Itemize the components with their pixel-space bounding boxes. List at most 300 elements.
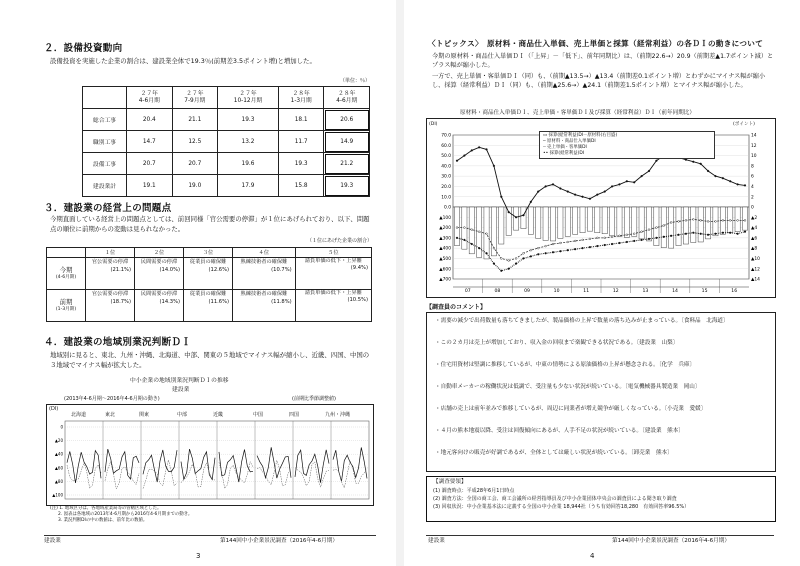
capex-col-header: ２７年 7-9月期 — [172, 87, 218, 109]
series-point — [611, 236, 613, 238]
series-point — [500, 196, 502, 198]
series-point — [596, 237, 598, 239]
issues-previous-period: (1-3月期) — [55, 306, 77, 312]
series-point — [463, 227, 465, 229]
capex-cell: 20.4 — [127, 109, 173, 131]
comment-item: ・４月の熊本地震以降、受注は回復傾向にあるが、人手不足の状況が続いている。〔建設業 熊本〕 — [435, 428, 684, 434]
series-point — [611, 186, 613, 188]
series-point — [530, 255, 532, 257]
y-tick-left: 30.0 — [441, 174, 451, 180]
legend-label: 採算(経常利益)DI－原材料(右目盛) — [548, 133, 618, 138]
series-point — [611, 243, 613, 245]
series-point — [508, 268, 510, 270]
difference-bar — [609, 207, 614, 236]
series-point — [574, 248, 576, 250]
issue-item: 官公需要の停滞 — [91, 259, 129, 265]
series-point — [604, 244, 606, 246]
region-trace — [333, 447, 367, 481]
issue-pct: (14.3%) — [159, 299, 181, 305]
y-tick: ▲60 — [54, 465, 63, 471]
series-point — [626, 241, 628, 243]
region-chart-unit: (前期比季節調整値) — [292, 396, 336, 402]
series-point — [486, 233, 488, 235]
table-row — [47, 258, 372, 290]
capex-corner — [83, 87, 127, 109]
series-point — [670, 222, 672, 224]
series-point — [486, 252, 488, 254]
capex-col-header: ２８年 1-3月期 — [278, 87, 324, 109]
y-tick-left: ▲600 — [439, 267, 451, 273]
x-year-label: 07 — [464, 289, 471, 294]
y-tick-left: ▲300 — [439, 236, 451, 242]
issues-table — [46, 247, 372, 322]
issues-rank-header: ４位 — [233, 248, 296, 258]
series-point — [626, 234, 628, 236]
series-point — [589, 238, 591, 240]
capex-cell: 15.8 — [278, 175, 324, 197]
capex-cell: 13.2 — [218, 131, 279, 153]
capex-cell: 18.1 — [278, 109, 324, 131]
series-point — [715, 221, 717, 223]
series-point — [486, 149, 488, 151]
section4-title: ４．建設業の地域別業況判断ＤＩ — [44, 337, 192, 348]
series-point — [729, 232, 731, 234]
region-chart-ylabel: (DI) — [49, 406, 59, 412]
series-point — [567, 191, 569, 193]
issue-pct: (14.0%) — [159, 267, 181, 273]
x-year-label: 14 — [672, 289, 678, 294]
region-trace-secondary — [67, 463, 101, 489]
capex-cell-current: 19.3 — [324, 175, 370, 197]
capex-row-label: 職別工事 — [83, 131, 127, 153]
series-point — [737, 219, 739, 221]
issues-rank-header: ３位 — [184, 248, 233, 258]
difference-bar — [543, 207, 548, 240]
series-point — [700, 219, 702, 221]
difference-bar — [499, 207, 504, 244]
capex-col-header: ２８年 4-6月期 — [324, 87, 370, 109]
series-point — [530, 249, 532, 251]
issue-item: 従業員の確保難 — [189, 259, 227, 265]
section4-body: 地域別に見ると、東北、九州・沖縄、北海道、中部、関東の５地域でマイナス幅が縮小し、近畿、四国、中国の３地域でマイナス幅が拡大した。 — [50, 351, 370, 369]
capex-cell-current: 20.6 — [324, 109, 370, 131]
series-point — [663, 236, 665, 238]
x-year-label: 08 — [494, 289, 501, 294]
issues-rank-header: １位 — [86, 248, 135, 258]
region-chart-range: (2013年4-6月期～2016年4-6月期の動き) — [64, 396, 160, 402]
y-tick-left: 40.0 — [441, 164, 451, 170]
difference-bar — [587, 207, 592, 231]
table-row — [83, 131, 370, 153]
series-point — [552, 183, 554, 185]
issue-item: 官公需要の停滞 — [91, 291, 129, 297]
issue-pct: (10.7%) — [271, 267, 292, 273]
series-point — [471, 150, 473, 152]
issue-pct: (21.1%) — [110, 267, 132, 273]
y-tick-left: 20.0 — [441, 185, 451, 191]
y-tick-right: 6 — [751, 174, 754, 180]
page-gutter — [396, 0, 404, 566]
region-trace-secondary — [181, 463, 215, 487]
issues-cell — [295, 290, 371, 322]
series-point — [574, 240, 576, 242]
series-point — [737, 183, 739, 185]
series-point — [722, 219, 724, 221]
capex-cell-current: 21.2 — [324, 153, 370, 175]
page-right — [404, 0, 800, 566]
series-point — [559, 188, 561, 190]
series-point — [626, 180, 628, 182]
series-point — [678, 221, 680, 223]
issues-cell — [184, 290, 233, 322]
series-point — [493, 165, 495, 167]
legend-label: 売上単価・客単価DI — [547, 145, 587, 150]
region-label: 北海道 — [71, 412, 87, 418]
series-point — [471, 243, 473, 245]
di-chart-ylabel-left: (DI) — [429, 122, 438, 127]
series-point — [633, 240, 635, 242]
y-tick-right: ▲12 — [751, 267, 760, 273]
series-point — [670, 235, 672, 237]
series-point — [493, 263, 495, 265]
section3-body: 今期直面している経営上の問題点としては、前回同様「官公需要の停滞」が１位にあげられており、以下、問題点の順位に前期からの変動は見られなかった。 — [50, 215, 370, 233]
series-point — [729, 180, 731, 182]
series-point — [574, 194, 576, 196]
issues-cell — [86, 258, 135, 290]
issue-item: 請負単価の低下・上昇難 — [304, 290, 362, 296]
issues-previous-label: 前期 — [59, 297, 73, 306]
series-point — [596, 194, 598, 196]
survey-line: (2) 調査方法：全国の商工会、商工会議所の経営指導員及び中小企業団体中央会の調査員による聞き取り調査 — [433, 496, 677, 502]
series-point — [471, 229, 473, 231]
issues-current-period: (4-6月期) — [55, 274, 77, 280]
series-point — [715, 233, 717, 235]
series-point — [500, 270, 502, 272]
issue-item: 請負単価の低下・上昇難 — [304, 258, 362, 264]
capex-cell: 19.6 — [218, 153, 279, 175]
comments-title: 【調査員のコメント】 — [426, 304, 487, 311]
series-point — [685, 233, 687, 235]
issues-rank-header: ５位 — [295, 248, 371, 258]
region-trace-secondary — [143, 460, 177, 489]
y-tick-right: 8 — [751, 164, 754, 170]
comment-item: ・自動車メーカーの稼働状況は低調で、受注量も少ない状況が続いている。〔電気機械器具製造業 岡山〕 — [435, 384, 701, 390]
survey-line: (3) 回収状況：中小企業基本法に定義する全国の中小企業 18,944社（うち有効回答18,280 有効回答率96.5%） — [433, 504, 690, 510]
series-point — [456, 227, 458, 229]
footer-right-label: 建設業 — [428, 538, 445, 544]
x-year-label: 12 — [612, 289, 619, 294]
issues-rank-header: ２位 — [135, 248, 184, 258]
capex-cell: 20.7 — [127, 153, 173, 175]
capex-col-header: ２７年 4-6月期 — [127, 87, 173, 109]
series-point — [641, 239, 643, 241]
region-label: 四国 — [289, 412, 300, 418]
series-point — [641, 175, 643, 177]
series-point — [582, 247, 584, 249]
region-trace — [143, 450, 177, 482]
difference-bar — [639, 207, 644, 239]
difference-bar — [521, 207, 526, 229]
issues-row-label — [47, 258, 86, 290]
difference-bar — [691, 207, 696, 242]
y-tick-right: ▲14 — [751, 277, 760, 283]
x-year-label: 15 — [701, 289, 708, 294]
legend-item: •• 採算(経常利益)DI — [543, 151, 585, 156]
series-point — [619, 242, 621, 244]
capex-cell-current: 14.9 — [324, 131, 370, 153]
series-point — [744, 219, 746, 221]
legend-item: ┄ 売上単価・客単価DI — [543, 145, 587, 150]
difference-bar — [632, 207, 637, 236]
region-chart-note: 3. 業況判断DIの中の数値は、前年比の数値。 — [58, 518, 148, 523]
topics-title: 〈トピックス〉 原材料・商品仕入単価、売上単価と採算（経常利益）の各ＤＩの動きについて — [428, 39, 764, 48]
series-point — [663, 225, 665, 227]
series-point — [707, 170, 709, 172]
capex-cell: 19.3 — [218, 109, 279, 131]
series-point — [655, 237, 657, 239]
region-trace — [181, 449, 215, 480]
capex-table — [82, 86, 370, 197]
capex-row-label: 総合工事 — [83, 109, 127, 131]
di-chart-legend — [539, 131, 715, 159]
y-tick-left: ▲100 — [439, 215, 451, 221]
series-point — [707, 221, 709, 223]
series-point — [508, 211, 510, 213]
y-tick: 0 — [60, 424, 63, 430]
issue-pct: (12.6%) — [208, 267, 230, 273]
series-point — [493, 247, 495, 249]
difference-bar — [536, 207, 541, 238]
issues-row-label — [47, 290, 86, 322]
region-label: 九州・沖縄 — [325, 412, 351, 418]
issue-pct: (18.7%) — [110, 299, 132, 305]
series-point — [478, 231, 480, 233]
survey-line: (1) 調査時点：平成28年6月1日時点 — [433, 488, 515, 494]
comment-item: ・店舗の売上は前年並みで推移しているが、周辺に同業者が増え競争が厳しくなっている。〔小売業 愛媛〕 — [435, 406, 707, 412]
issue-item: 熟練技術者の確保難 — [240, 259, 288, 265]
series-point — [552, 243, 554, 245]
comment-item: ・地元客向けの販売が好調であるが、全体としては厳しい状況が続いている。〔卸売業 熊本〕 — [435, 450, 673, 456]
region-trace — [219, 450, 253, 483]
region-label: 近畿 — [213, 412, 224, 418]
capex-cell: 20.7 — [172, 153, 218, 175]
difference-bar — [454, 207, 459, 246]
issue-item: 民間需要の停滞 — [140, 259, 178, 265]
table-row — [47, 290, 372, 322]
table-row — [83, 153, 370, 175]
region-label: 中部 — [177, 412, 188, 418]
series-point — [604, 237, 606, 239]
y-tick-right: ▲2 — [751, 215, 758, 221]
series-point — [744, 185, 746, 187]
capex-cell: 14.7 — [127, 131, 173, 153]
series-point — [537, 191, 539, 193]
region-chart-title: 中小企業の地域別業況判断ＤＩの推移 — [130, 378, 229, 384]
region-trace-secondary — [295, 462, 329, 487]
series-point — [456, 160, 458, 162]
series-point — [530, 201, 532, 203]
series-point — [478, 146, 480, 148]
series-point — [537, 253, 539, 255]
issue-item: 従業員の確保難 — [189, 291, 227, 297]
issue-pct: (10.5%) — [347, 297, 368, 303]
y-tick-left: ▲700 — [439, 277, 451, 283]
region-label: 中国 — [253, 412, 264, 418]
series-point — [604, 191, 606, 193]
series-point — [589, 198, 591, 200]
issue-pct: (11.6%) — [208, 299, 230, 305]
footer-right-survey: 第144回中小企業景況調査（2016年4-6月期） — [612, 538, 730, 544]
series-point — [523, 252, 525, 254]
series-point — [655, 227, 657, 229]
series-point — [619, 183, 621, 185]
region-chart-subtitle: 建設業 — [172, 387, 190, 393]
y-tick-right: ▲4 — [751, 226, 758, 232]
issue-pct: (9.4%) — [350, 265, 368, 271]
difference-bar — [683, 207, 688, 244]
series-point — [737, 233, 739, 235]
y-tick-right: 0 — [751, 205, 754, 211]
capex-cell: 19.3 — [278, 153, 324, 175]
page-number-left: 3 — [196, 552, 201, 560]
series-point — [478, 247, 480, 249]
series-point — [744, 231, 746, 233]
capex-cell: 11.7 — [278, 131, 324, 153]
y-tick: ▲20 — [54, 438, 63, 444]
issue-item: 熟練技術者の確保難 — [240, 291, 288, 297]
region-trace-secondary — [105, 461, 139, 489]
capex-cell: 19.0 — [172, 175, 218, 197]
region-trace — [67, 451, 101, 483]
x-year-label: 16 — [731, 289, 738, 294]
y-tick-left: 60.0 — [441, 143, 451, 149]
y-tick-right: 14 — [751, 133, 757, 139]
region-label: 関東 — [139, 412, 150, 418]
series-point — [515, 216, 517, 218]
series-point — [722, 232, 724, 234]
difference-bar — [661, 207, 666, 248]
series-point — [729, 219, 731, 221]
series-point — [715, 175, 717, 177]
page-left — [0, 0, 396, 566]
y-tick-right: 10 — [751, 154, 757, 160]
series-point — [641, 231, 643, 233]
y-tick-left: 10.0 — [441, 195, 451, 201]
section2-title: ２．設備投資動向 — [44, 43, 123, 54]
series-point — [692, 232, 694, 234]
series-point — [523, 214, 525, 216]
capex-cell: 19.1 — [127, 175, 173, 197]
y-tick: ▲100 — [52, 492, 63, 498]
table-row — [83, 175, 370, 197]
legend-label: 採算(経常利益)DI — [549, 151, 585, 156]
issues-cell — [135, 258, 184, 290]
series-point — [648, 238, 650, 240]
issues-cell — [233, 290, 296, 322]
y-tick-left: 50.0 — [441, 154, 451, 160]
section2-body: 設備投資を実施した企業の割合は、建設業全体で19.3％(前期差3.5ポイント増)と増加した。 — [50, 57, 316, 65]
y-tick-right: 12 — [751, 143, 757, 149]
series-point — [589, 246, 591, 248]
difference-bar — [528, 207, 533, 234]
legend-item: ▭ 採算(経常利益)DI－原材料(右目盛) — [543, 133, 618, 138]
y-tick-left: 70.0 — [441, 133, 451, 139]
series-point — [700, 233, 702, 235]
series-point — [582, 239, 584, 241]
series-point — [463, 155, 465, 157]
y-tick-right: 2 — [751, 195, 754, 201]
table-row — [83, 109, 370, 131]
y-tick-right: 4 — [751, 185, 754, 191]
issues-current-label: 今期 — [59, 265, 73, 274]
section2-unit: （単位：％） — [339, 78, 370, 84]
issues-cell — [295, 258, 371, 290]
issues-cell — [135, 290, 184, 322]
section3-note: （１位にあげた企業の割合） — [306, 238, 372, 244]
difference-bar — [669, 207, 674, 248]
issues-corner — [47, 248, 86, 258]
series-point — [545, 186, 547, 188]
series-point — [567, 241, 569, 243]
capex-col-header: ２７年 10-12月期 — [218, 87, 279, 109]
difference-bar — [558, 207, 563, 238]
difference-bar — [646, 207, 651, 241]
series-point — [633, 181, 635, 183]
footer-left-rule — [44, 535, 376, 536]
series-point — [500, 258, 502, 260]
y-tick-left: ▲400 — [439, 246, 451, 252]
y-tick-right: ▲10 — [751, 257, 760, 263]
series-point — [559, 242, 561, 244]
issues-cell — [233, 258, 296, 290]
difference-bar — [742, 207, 747, 230]
difference-bar — [617, 207, 622, 236]
region-label: 東北 — [105, 412, 116, 418]
topics-p1: 今期の原材料・商品仕入単価ＤＩ（「上昇」－「低下」、前年同期比）は、（前期22.6→）20.9（前期差▲1.7ポイント減）とプラス幅が縮小した。 — [432, 53, 774, 70]
comments-box — [426, 312, 776, 472]
page-number-right: 4 — [590, 552, 595, 560]
capex-cell: 12.5 — [172, 131, 218, 153]
survey-box — [426, 476, 776, 522]
issue-pct: (11.8%) — [271, 299, 292, 305]
y-tick-right: ▲6 — [751, 236, 758, 242]
series-point — [655, 160, 657, 162]
region-chart — [46, 404, 374, 506]
series-point — [685, 159, 687, 161]
survey-title: 【調査要領】 — [433, 479, 467, 485]
series-point — [456, 237, 458, 239]
difference-bar — [565, 207, 570, 236]
series-point — [552, 251, 554, 253]
series-point — [722, 177, 724, 179]
difference-bar — [573, 207, 578, 234]
difference-bar — [550, 207, 555, 241]
series-point — [537, 247, 539, 249]
difference-bar — [698, 207, 703, 242]
y-tick: ▲40 — [54, 451, 63, 457]
x-year-label: 09 — [524, 289, 530, 294]
difference-bar — [595, 207, 600, 233]
series-point — [678, 234, 680, 236]
series-point — [523, 258, 525, 260]
y-tick: ▲80 — [54, 478, 63, 484]
series-point — [559, 250, 561, 252]
series-point — [545, 252, 547, 254]
comment-item: ・需要の減少で出荷数量も落ちてきましたが、製品価格の上昇で数量の落ち込みが止まっている。〔食料品 北海道〕 — [435, 318, 729, 324]
y-tick-right: ▲8 — [751, 246, 758, 252]
series-point — [685, 219, 687, 221]
footer-left-survey: 第144回中小企業景況調査（2016年4-6月期） — [220, 538, 338, 544]
